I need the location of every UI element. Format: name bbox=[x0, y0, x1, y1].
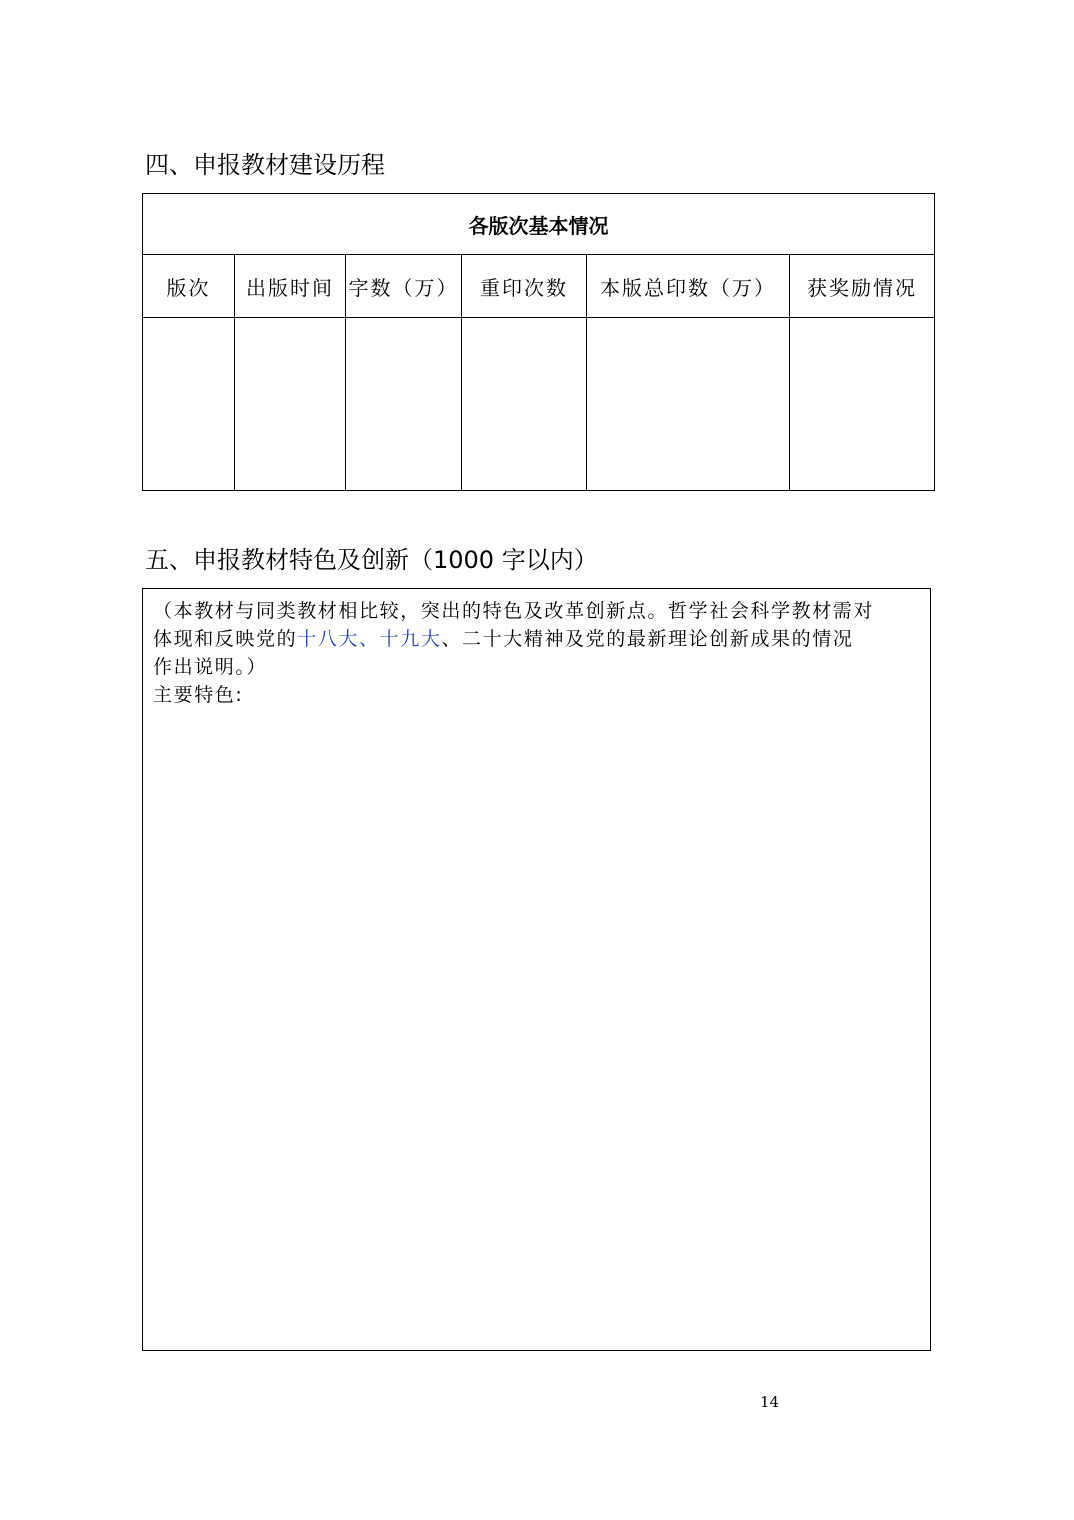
cell-total-print[interactable] bbox=[587, 318, 790, 491]
instruction-text bbox=[153, 597, 923, 681]
highlight-separator: 、 bbox=[359, 628, 380, 650]
edition-history-table bbox=[142, 193, 935, 491]
cell-awards[interactable] bbox=[790, 318, 935, 491]
header-reprint-count: 重印次数 bbox=[462, 255, 587, 318]
main-features-label: 主要特色: bbox=[153, 684, 244, 706]
instruction-line-2-pre: 体现和反映党的 bbox=[153, 628, 298, 650]
header-total-print: 本版总印数（万） bbox=[587, 255, 790, 318]
instruction-line-2-post: 、二十大精神及党的最新理论创新成果的情况 bbox=[441, 628, 854, 650]
cell-reprint-count[interactable] bbox=[462, 318, 587, 491]
cell-edition[interactable] bbox=[143, 318, 235, 491]
features-text-area[interactable] bbox=[142, 588, 931, 1351]
cell-publish-date[interactable] bbox=[235, 318, 346, 491]
header-publish-date: 出版时间 bbox=[235, 255, 346, 318]
page-number: 14 bbox=[760, 1393, 780, 1411]
instruction-line-1: （本教材与同类教材相比较，突出的特色及改革创新点。哲学社会科学教材需对 bbox=[153, 600, 875, 622]
header-awards: 获奖励情况 bbox=[790, 255, 935, 318]
cell-word-count[interactable] bbox=[346, 318, 462, 491]
highlight-18th-congress: 十八大 bbox=[297, 628, 360, 650]
table-caption: 各版次基本情况 bbox=[143, 194, 935, 255]
section-4-title: 四、申报教材建设历程 bbox=[145, 151, 385, 179]
section-5-title: 五、申报教材特色及创新（1000 字以内） bbox=[145, 546, 598, 574]
instruction-line-2 bbox=[153, 625, 923, 653]
header-edition: 版次 bbox=[143, 255, 235, 318]
highlight-19th-congress: 十九大 bbox=[379, 628, 442, 650]
header-word-count: 字数（万） bbox=[346, 255, 462, 318]
instruction-line-3: 作出说明。） bbox=[153, 656, 268, 678]
